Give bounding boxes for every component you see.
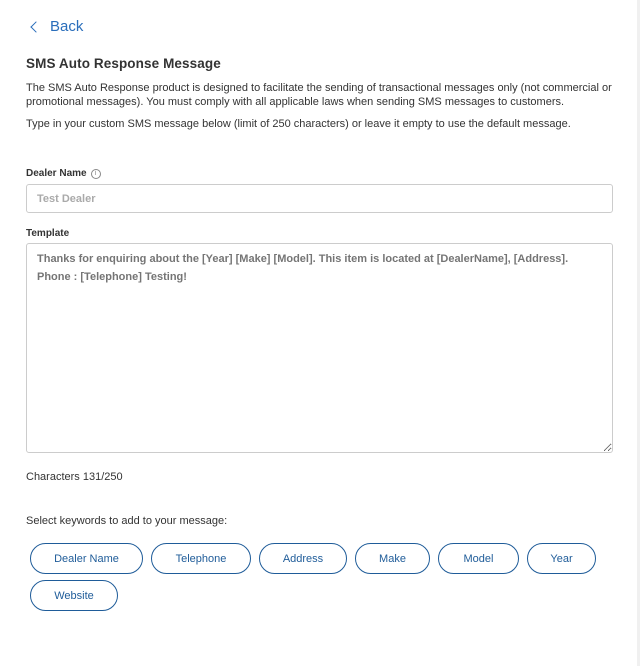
keyword-model-button[interactable]: Model bbox=[438, 543, 519, 574]
keyword-make-button[interactable]: Make bbox=[355, 543, 430, 574]
page-title: SMS Auto Response Message bbox=[26, 56, 221, 71]
chevron-left-icon bbox=[30, 21, 41, 32]
template-textarea[interactable] bbox=[26, 243, 613, 453]
dealer-name-label-text: Dealer Name bbox=[26, 168, 87, 179]
keyword-year-button[interactable]: Year bbox=[527, 543, 596, 574]
template-label-text: Template bbox=[26, 228, 70, 239]
page-description: The SMS Auto Response product is designed to facilitate the sending of transactional messages only (not commercial or promotional messages). You must comply with all applicable laws when sending SMS messages to customers. bbox=[26, 82, 612, 108]
keyword-address-button[interactable]: Address bbox=[259, 543, 347, 574]
dealer-name-input[interactable] bbox=[26, 184, 613, 213]
keyword-website-button[interactable]: Website bbox=[30, 580, 118, 611]
character-count: Characters 131/250 bbox=[26, 471, 123, 483]
keyword-dealer-name-button[interactable]: Dealer Name bbox=[30, 543, 143, 574]
back-label: Back bbox=[50, 18, 84, 35]
page-instructions: Type in your custom SMS message below (limit of 250 characters) or leave it empty to use the default message. bbox=[26, 118, 571, 130]
dealer-name-label bbox=[26, 168, 101, 179]
back-link[interactable] bbox=[32, 18, 83, 35]
keyword-telephone-button[interactable]: Telephone bbox=[151, 543, 251, 574]
template-label bbox=[26, 228, 69, 239]
keywords-label: Select keywords to add to your message: bbox=[26, 515, 228, 527]
info-icon[interactable]: i bbox=[91, 169, 101, 179]
keyword-chips bbox=[30, 543, 610, 611]
